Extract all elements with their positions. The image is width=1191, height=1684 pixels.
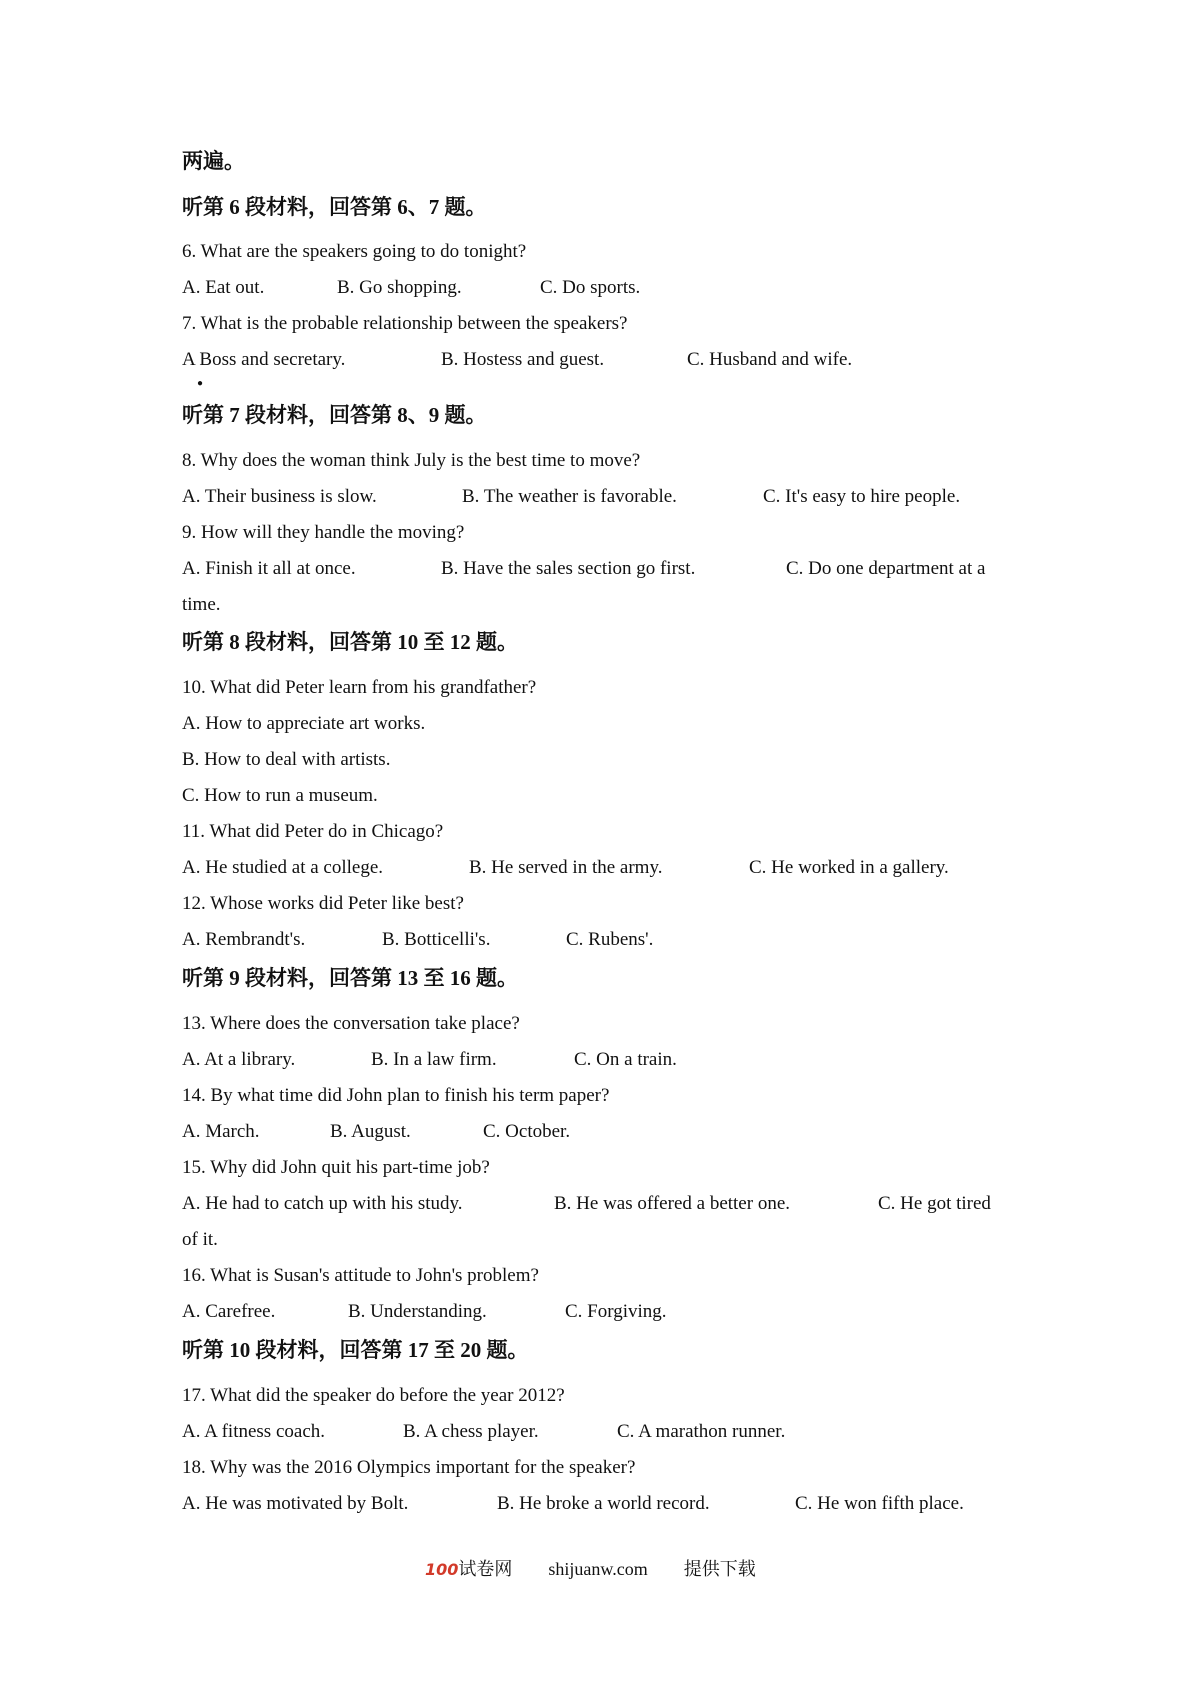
question-12-options (182, 930, 653, 949)
option-b: B. Have the sales section go first. (441, 558, 696, 579)
question-6-options (182, 278, 640, 297)
question-9: 9. How will they handle the moving? (182, 522, 465, 543)
question-8-options (182, 487, 960, 506)
option-c: C. Rubens'. (566, 929, 654, 950)
section-heading-6: 听第 6 段材料，回答第 6、7 题。 (182, 195, 487, 219)
download-note: 提供下载 (683, 1559, 756, 1579)
question-14-options (182, 1122, 570, 1141)
site-domain: shijuanw.com (548, 1559, 648, 1579)
option-c: C. Forgiving. (565, 1301, 667, 1322)
option-a: A. Their business is slow. (182, 486, 377, 507)
option-b: B. Botticelli's. (382, 929, 491, 950)
option-b: B. He broke a world record. (497, 1493, 710, 1514)
question-9-option-c-continued: time. (182, 594, 221, 615)
site-name: 试卷网 (458, 1559, 513, 1579)
question-16: 16. What is Susan's attitude to John's problem? (182, 1265, 539, 1286)
option-b: B. Understanding. (348, 1301, 487, 1322)
question-15-option-c-continued: of it. (182, 1229, 218, 1250)
question-18-options (182, 1494, 964, 1513)
option-b: B. A chess player. (403, 1421, 539, 1442)
question-12: 12. Whose works did Peter like best? (182, 893, 464, 914)
question-17: 17. What did the speaker do before the year 2012? (182, 1385, 565, 1406)
question-8: 8. Why does the woman think July is the best time to move? (182, 450, 641, 471)
option-a: A. March. (182, 1121, 260, 1142)
option-a: A. A fitness coach. (182, 1421, 326, 1442)
question-6: 6. What are the speakers going to do tonight? (182, 241, 527, 262)
option-a: A Boss and secretary. (182, 349, 346, 370)
option-b: B. He was offered a better one. (554, 1193, 790, 1214)
option-b: B. Hostess and guest. (441, 349, 605, 370)
question-11-options (182, 858, 949, 877)
question-15: 15. Why did John quit his part-time job? (182, 1157, 490, 1178)
question-7: 7. What is the probable relationship between the speakers? (182, 313, 628, 334)
page-footer (425, 1560, 756, 1578)
option-a: A. Rembrandt's. (182, 929, 306, 950)
option-b: B. The weather is favorable. (462, 486, 677, 507)
option-b: B. Go shopping. (337, 277, 462, 298)
intro-text: 两遍。 (182, 149, 245, 173)
option-c: C. Do one department at a (786, 558, 986, 579)
option-c: C. Do sports. (540, 277, 641, 298)
option-a: A. He studied at a college. (182, 857, 384, 878)
question-10-option-a: A. How to appreciate art works. (182, 713, 426, 734)
option-a: A. Finish it all at once. (182, 558, 356, 579)
option-c: C. On a train. (574, 1049, 677, 1070)
option-b: B. He served in the army. (469, 857, 663, 878)
question-16-options (182, 1302, 667, 1321)
option-c: C. October. (483, 1121, 571, 1142)
option-c: C. Husband and wife. (687, 349, 853, 370)
option-a: A. He was motivated by Bolt. (182, 1493, 409, 1514)
question-13: 13. Where does the conversation take place? (182, 1013, 520, 1034)
question-10: 10. What did Peter learn from his grandfather? (182, 677, 537, 698)
question-13-options (182, 1050, 677, 1069)
question-11: 11. What did Peter do in Chicago? (182, 821, 444, 842)
question-17-options (182, 1422, 785, 1441)
question-15-options (182, 1194, 991, 1213)
section-heading-7: 听第 7 段材料，回答第 8、9 题。 (182, 403, 487, 427)
question-10-option-c: C. How to run a museum. (182, 785, 378, 806)
option-c: C. He won fifth place. (795, 1493, 964, 1514)
question-18: 18. Why was the 2016 Olympics important for the speaker? (182, 1457, 636, 1478)
option-c: C. It's easy to hire people. (763, 486, 961, 507)
emphasis-dot: ● (197, 378, 204, 389)
option-c: C. A marathon runner. (617, 1421, 786, 1442)
section-heading-10: 听第 10 段材料，回答第 17 至 20 题。 (182, 1338, 529, 1362)
option-c: C. He worked in a gallery. (749, 857, 949, 878)
question-14: 14. By what time did John plan to finish his term paper? (182, 1085, 610, 1106)
option-a: A. He had to catch up with his study. (182, 1193, 463, 1214)
question-9-options (182, 559, 985, 578)
option-c: C. He got tired (878, 1193, 991, 1214)
section-heading-8: 听第 8 段材料，回答第 10 至 12 题。 (182, 630, 518, 654)
option-a: A. Carefree. (182, 1301, 276, 1322)
section-heading-9: 听第 9 段材料，回答第 13 至 16 题。 (182, 966, 518, 990)
option-a: A. Eat out. (182, 277, 265, 298)
site-logo: 100 (425, 1560, 459, 1579)
question-10-option-b: B. How to deal with artists. (182, 749, 391, 770)
option-b: B. In a law firm. (371, 1049, 497, 1070)
option-a: A. At a library. (182, 1049, 296, 1070)
question-7-options (182, 350, 852, 369)
option-b: B. August. (330, 1121, 411, 1142)
